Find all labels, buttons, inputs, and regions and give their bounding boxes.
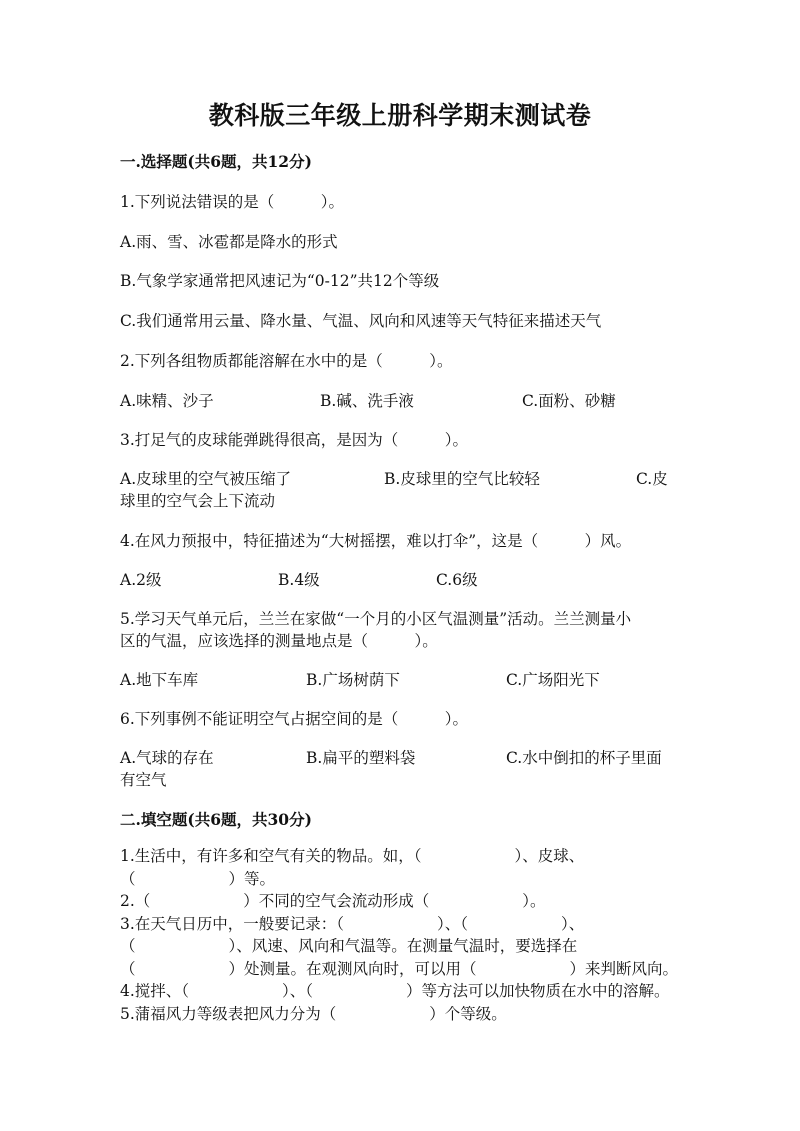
fill-line: 2.（ ）不同的空气会流动形成（ ）。 — [120, 892, 546, 910]
fill-line: 3.在天气日历中，一般要记录：（ ）、（ ）、 — [120, 914, 585, 933]
question-2-option-b: B.碱、洗手液 — [320, 392, 414, 410]
section-heading-choice: 一.选择题(共6题，共12分) — [120, 152, 312, 171]
fill-line: 4.搅拌、（ ）、（ ）等方法可以加快物质在水中的溶解。 — [120, 982, 670, 1000]
question-5-option-c: C.广场阳光下 — [506, 671, 600, 689]
question-5-stem-continued: 区的气温，应该选择的测量地点是（ ）。 — [120, 632, 438, 650]
question-1-option-a: A.雨、雪、冰雹都是降水的形式 — [120, 233, 338, 251]
page-title: 教科版三年级上册科学期末测试卷 — [208, 101, 592, 130]
fill-line: 5.蒲福风力等级表把风力分为（ ）个等级。 — [120, 1004, 507, 1023]
question-3-option-b: B.皮球里的空气比较轻 — [384, 470, 540, 488]
fill-line: （ ）、风速、风向和气温等。在测量气温时，要选择在 — [120, 937, 578, 955]
question-3-stem: 3.打足气的皮球能弹跳得很高，是因为（ ）。 — [120, 431, 469, 449]
question-5-option-b: B.广场树荫下 — [306, 671, 400, 689]
question-3-option-c-continued: 球里的空气会上下流动 — [120, 492, 276, 510]
question-6-option-c: C.水中倒扣的杯子里面 — [506, 749, 662, 767]
question-4-stem: 4.在风力预报中，特征描述为“大树摇摆，难以打伞”，这是（ ）风。 — [120, 532, 632, 550]
section-heading-fill: 二.填空题(共6题，共30分) — [120, 810, 312, 829]
question-3-option-c: C.皮 — [636, 470, 668, 488]
question-1-option-c: C.我们通常用云量、降水量、气温、风向和风速等天气特征来描述天气 — [120, 312, 602, 330]
question-1-stem: 1.下列说法错误的是（ ）。 — [120, 193, 345, 211]
question-2-stem: 2.下列各组物质都能溶解在水中的是（ ）。 — [120, 352, 453, 370]
question-4-option-b: B.4级 — [278, 571, 320, 589]
question-5-option-a: A.地下车库 — [120, 671, 199, 689]
question-6-option-c-continued: 有空气 — [120, 771, 167, 789]
question-2-option-a: A.味精、沙子 — [120, 392, 214, 410]
question-3-option-a: A.皮球里的空气被压缩了 — [120, 470, 292, 488]
question-5-stem: 5.学习天气单元后，兰兰在家做“一个月的小区气温测量”活动。兰兰测量小 — [120, 610, 632, 628]
fill-in-questions — [120, 845, 690, 1025]
question-6-option-a: A.气球的存在 — [120, 749, 214, 767]
fill-line: （ ）处测量。在观测风向时，可以用（ ）来判断风向。 — [120, 959, 679, 978]
question-1-option-b: B.气象学家通常把风速记为“0-12”共12个等级 — [120, 272, 440, 290]
fill-line: 1.生活中，有许多和空气有关的物品。如，（ ）、皮球、 — [120, 847, 585, 865]
question-6-option-b: B.扁平的塑料袋 — [306, 749, 416, 767]
question-6-stem: 6.下列事例不能证明空气占据空间的是（ ）。 — [120, 710, 469, 728]
question-2-option-c: C.面粉、砂糖 — [522, 392, 616, 410]
fill-line: （ ）等。 — [120, 869, 276, 888]
question-4-option-a: A.2级 — [120, 571, 162, 589]
question-4-option-c: C.6级 — [436, 571, 478, 589]
